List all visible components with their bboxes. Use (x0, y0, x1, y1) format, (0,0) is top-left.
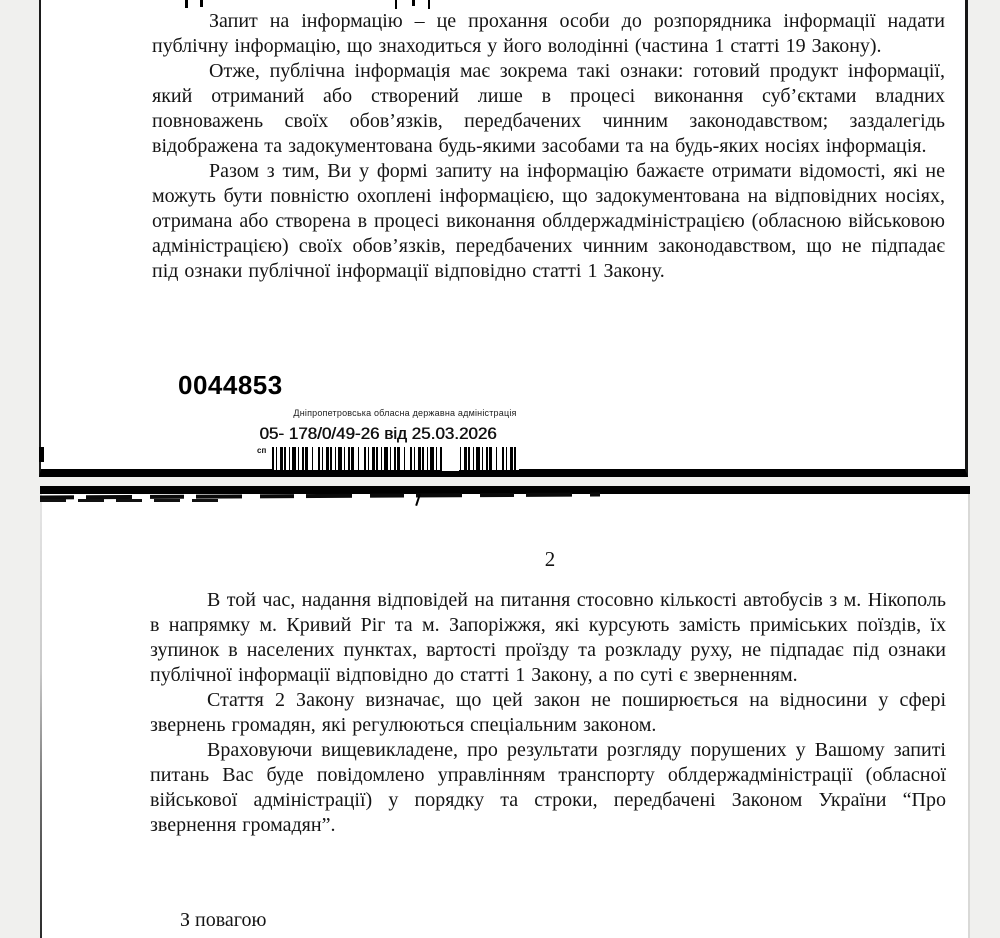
clipped-text-fragments (41, 0, 965, 9)
stamp-organization-line: Дніпропетровська обласна державна адміністрація (293, 408, 517, 418)
glyph-fragment (428, 0, 430, 9)
paragraph: Враховуючи вищевикладене, про результати розгляду порушених у Вашому запиті питань Вас буде повідомлено управлінням транспорту облдержадміністрації (обласної військової адміністрації) у порядку та строки, передбачені Законом України “Про звернення громадян”. (150, 739, 946, 836)
page-2-body-text (150, 588, 946, 838)
paragraph: В той час, надання відповідей на питання стосовно кількості автобусів з м. Нікополь в напрямку м. Кривий Ріг та м. Запоріжжя, які курсують замість приміських поїздів, їх зупинок в населених пунктах, вартості проїзду та розкладу руху, не підпадає під ознаки публічної інформації відповідно до статті 1 Закону, а по суті є зверненням. (150, 589, 946, 686)
stamp-reference-line: 05- 178/0/49-26 від 25.03.2026 (259, 424, 497, 443)
scan-edge-artifact (40, 499, 230, 502)
page-1 (39, 0, 968, 477)
glyph-fragment (395, 0, 397, 9)
page-1-body-text (152, 9, 945, 284)
paragraph: Разом з тим, Ви у формі запиту на інформацію бажаєте отримати відомості, які не можуть бути повністю охоплені інформацією, що задокументована на відповідних носіях, отримана або створена в процесі виконання облдержадміністрацією (обласною військовою адміністрацією) своїх обов’язків, передбачених чинним законодавством, що не підпадає під ознаки публічної інформації відповідно статті 1 Закону. (152, 160, 945, 282)
glyph-fragment (200, 0, 203, 7)
glyph-fragment (412, 0, 415, 6)
paragraph: Стаття 2 Закону визначає, що цей закон не поширюється на відносини у сфері звернень громадян, які регулюються спеціальним законом. (150, 689, 946, 736)
registration-number: 0044853 (178, 370, 283, 400)
glyph-fragment (185, 0, 188, 8)
barcode-quiet-zone (442, 446, 459, 471)
page-2 (40, 486, 970, 938)
barcode (272, 447, 519, 470)
paragraph: Запит на інформацію – це прохання особи до розпорядника інформації надати публічну інформацію, що знаходиться у його володінні (частина 1 статті 19 Закону). (152, 10, 945, 57)
barcode-prefix-label: сп (257, 446, 267, 455)
page-number: 2 (544, 547, 556, 571)
closing-salutation: З повагою (180, 909, 267, 931)
paragraph: Отже, публічна інформація має зокрема такі ознаки: готовий продукт інформації, який отриманий або створений лише в процесі виконання суб’єктами владних повноважень своїх обов’язків, передбачених чинним законодавством; заздалегідь відображена та задокументована будь-якими засобами та на будь-яких носіях інформація. (152, 60, 945, 157)
scan-edge-artifact (39, 447, 44, 462)
